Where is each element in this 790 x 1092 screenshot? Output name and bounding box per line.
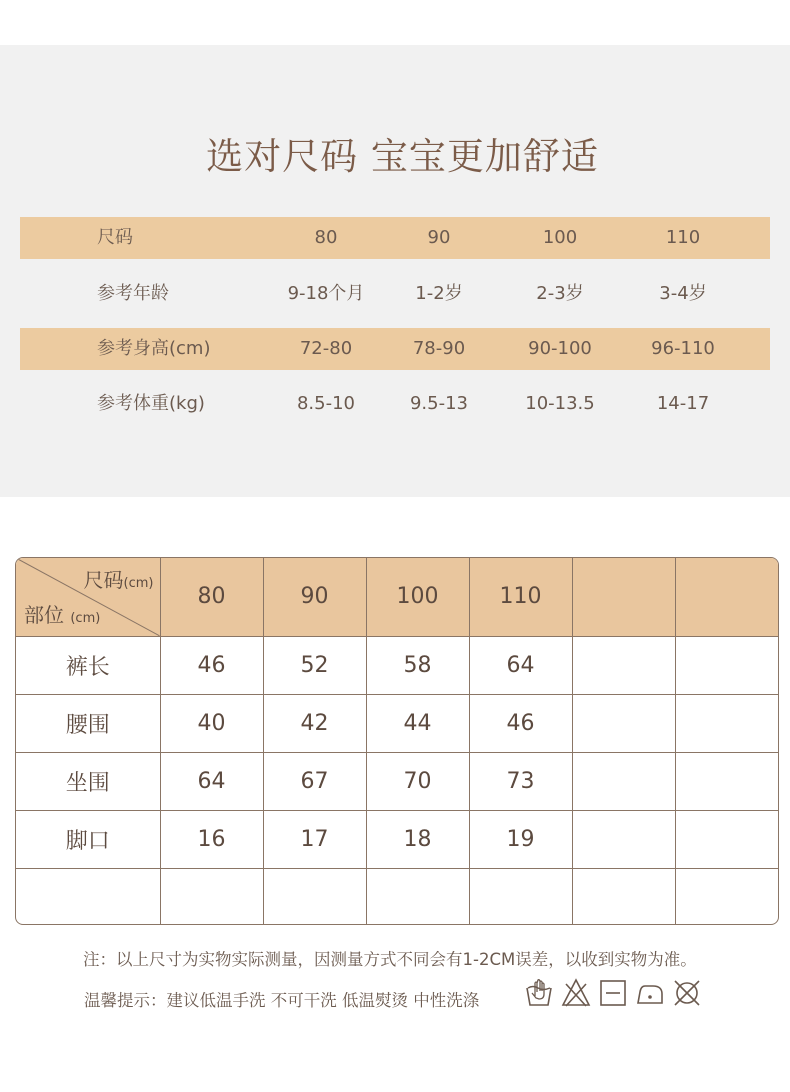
reference-row-height bbox=[20, 328, 770, 370]
table-cell: 17 bbox=[263, 810, 366, 868]
part-label: 坐围 bbox=[16, 752, 160, 810]
size-table bbox=[15, 557, 779, 925]
reference-row-label: 参考体重(kg) bbox=[97, 393, 205, 414]
reference-cell: 8.5-10 bbox=[296, 393, 356, 414]
reference-cell: 100 bbox=[542, 227, 578, 248]
hand-wash-icon bbox=[524, 978, 554, 1008]
low-iron-icon bbox=[635, 978, 665, 1008]
table-cell: 64 bbox=[160, 752, 263, 810]
care-tips: 温馨提示：建议低温手洗 不可干洗 低温熨烫 中性洗涤 bbox=[84, 991, 480, 1010]
table-row bbox=[16, 868, 778, 924]
header-cell: 80 bbox=[160, 558, 263, 636]
table-cell bbox=[675, 810, 778, 868]
table-cell bbox=[366, 868, 469, 924]
table-cell bbox=[469, 868, 572, 924]
table-cell bbox=[572, 752, 675, 810]
table-cell: 70 bbox=[366, 752, 469, 810]
table-cell bbox=[675, 694, 778, 752]
corner-part-label: 部位 (cm) bbox=[24, 602, 101, 627]
reference-cell: 2-3岁 bbox=[536, 283, 584, 304]
reference-cell: 110 bbox=[665, 227, 701, 248]
reference-cell: 90 bbox=[427, 227, 451, 248]
measurement-note: 注：以上尺寸为实物实际测量，因测量方式不同会有1-2CM误差，以收到实物为准。 bbox=[83, 950, 697, 969]
table-cell: 44 bbox=[366, 694, 469, 752]
table-cell bbox=[263, 868, 366, 924]
header-cell: 100 bbox=[366, 558, 469, 636]
reference-cell: 10-13.5 bbox=[525, 393, 595, 414]
header-cell: 110 bbox=[469, 558, 572, 636]
part-label: 腰围 bbox=[16, 694, 160, 752]
reference-row-label: 参考身高(cm) bbox=[97, 338, 211, 359]
reference-panel bbox=[0, 45, 790, 497]
part-label bbox=[16, 868, 160, 924]
no-tumble-dry-icon bbox=[672, 978, 702, 1008]
table-cell: 40 bbox=[160, 694, 263, 752]
table-cell bbox=[572, 636, 675, 694]
header-cell bbox=[675, 558, 778, 636]
table-row bbox=[16, 752, 778, 810]
table-row bbox=[16, 636, 778, 694]
page-title: 选对尺码 宝宝更加舒适 bbox=[206, 135, 599, 178]
no-bleach-icon bbox=[561, 978, 591, 1008]
table-cell: 58 bbox=[366, 636, 469, 694]
table-cell: 18 bbox=[366, 810, 469, 868]
reference-row-label: 尺码 bbox=[97, 227, 133, 248]
reference-cell: 90-100 bbox=[528, 338, 592, 359]
table-cell: 64 bbox=[469, 636, 572, 694]
reference-row-label: 参考年龄 bbox=[97, 283, 169, 304]
table-cell bbox=[572, 810, 675, 868]
table-cell: 19 bbox=[469, 810, 572, 868]
table-cell: 42 bbox=[263, 694, 366, 752]
table-cell: 46 bbox=[469, 694, 572, 752]
reference-cell: 9.5-13 bbox=[409, 393, 469, 414]
corner-cell bbox=[16, 558, 160, 636]
table-cell: 67 bbox=[263, 752, 366, 810]
table-cell: 46 bbox=[160, 636, 263, 694]
table-cell bbox=[675, 636, 778, 694]
header-cell bbox=[572, 558, 675, 636]
care-icons bbox=[524, 978, 702, 1008]
table-cell bbox=[160, 868, 263, 924]
part-label: 脚口 bbox=[16, 810, 160, 868]
header-cell: 90 bbox=[263, 558, 366, 636]
corner-size-label: 尺码(cm) bbox=[83, 568, 154, 592]
table-cell: 52 bbox=[263, 636, 366, 694]
reference-row-size bbox=[20, 217, 770, 259]
reference-row-age bbox=[20, 273, 770, 315]
reference-cell: 1-2岁 bbox=[415, 283, 463, 304]
table-cell: 73 bbox=[469, 752, 572, 810]
table-row bbox=[16, 694, 778, 752]
table-cell bbox=[675, 868, 778, 924]
table-cell bbox=[675, 752, 778, 810]
table-row bbox=[16, 810, 778, 868]
reference-row-weight bbox=[20, 383, 770, 425]
size-table-header bbox=[16, 558, 778, 636]
reference-cell: 78-90 bbox=[412, 338, 466, 359]
reference-cell: 80 bbox=[314, 227, 338, 248]
reference-cell: 96-110 bbox=[651, 338, 715, 359]
reference-cell: 72-80 bbox=[299, 338, 353, 359]
table-cell bbox=[572, 868, 675, 924]
reference-cell: 14-17 bbox=[656, 393, 710, 414]
table-cell bbox=[572, 694, 675, 752]
reference-cell: 9-18个月 bbox=[287, 283, 365, 304]
reference-cell: 3-4岁 bbox=[659, 283, 707, 304]
line-dry-icon bbox=[598, 978, 628, 1008]
table-cell: 16 bbox=[160, 810, 263, 868]
part-label: 裤长 bbox=[16, 636, 160, 694]
